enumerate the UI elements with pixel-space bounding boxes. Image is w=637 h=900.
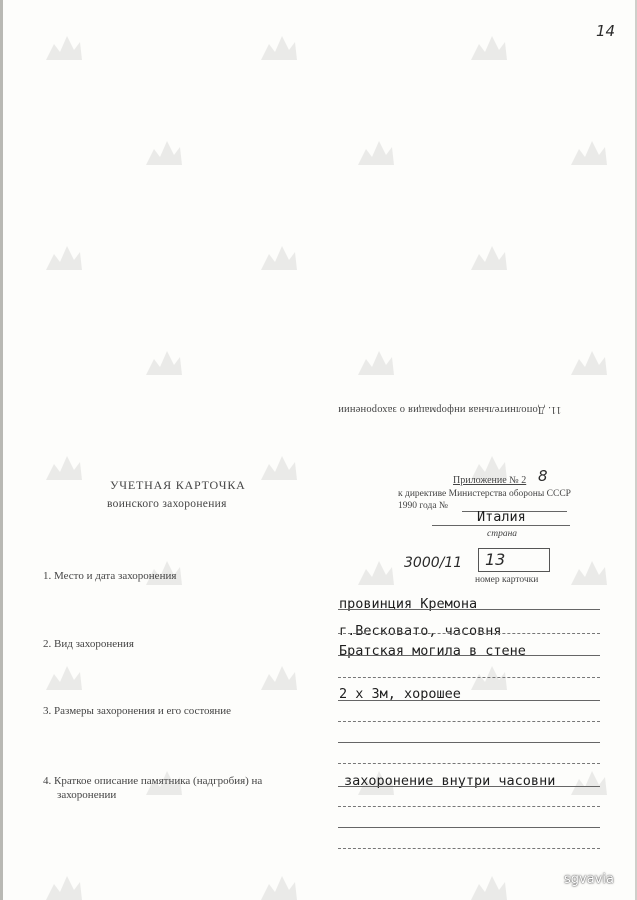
watermark-emblem bbox=[140, 135, 186, 175]
answer-line bbox=[338, 786, 600, 787]
appendix-label: Приложение № 2 bbox=[453, 475, 527, 486]
field-4-label-line1: 4. Краткое описание памятника (надгробия) на bbox=[43, 775, 263, 787]
answer-line bbox=[338, 677, 600, 678]
card-title: УЧЕТНАЯ КАРТОЧКА bbox=[110, 478, 246, 492]
watermark-emblem bbox=[352, 135, 398, 175]
answer-line bbox=[338, 806, 600, 807]
watermark-emblem bbox=[255, 450, 301, 490]
page-number: 14 bbox=[596, 22, 616, 40]
watermark-emblem bbox=[352, 345, 398, 385]
watermark-emblem bbox=[140, 345, 186, 385]
typed-monument: захоронение внутри часовни bbox=[344, 773, 556, 789]
field-3-label: 3. Размеры захоронения и его состояние bbox=[43, 705, 232, 717]
scan-edge-left bbox=[0, 0, 3, 900]
watermark-emblem bbox=[465, 240, 511, 280]
appendix-handwritten-number: 8 bbox=[538, 467, 548, 485]
country-value: Италия bbox=[477, 509, 526, 525]
watermark-emblem bbox=[255, 240, 301, 280]
watermark-emblem bbox=[565, 765, 611, 805]
watermark-emblem bbox=[40, 240, 86, 280]
field-4-label-line2: захоронении bbox=[57, 789, 117, 801]
answer-line bbox=[338, 742, 600, 743]
card-number-caption: номер карточки bbox=[475, 575, 539, 585]
appendix-year-line: 1990 года № bbox=[398, 501, 449, 511]
watermark-emblem bbox=[465, 870, 511, 900]
answer-line bbox=[338, 721, 600, 722]
answer-line bbox=[338, 763, 600, 764]
watermark-emblem bbox=[40, 450, 86, 490]
watermark-emblem bbox=[465, 660, 511, 700]
watermark-emblem bbox=[40, 660, 86, 700]
watermark-emblem bbox=[465, 30, 511, 70]
watermark-emblem bbox=[352, 555, 398, 595]
answer-line bbox=[338, 827, 600, 828]
watermark-emblem bbox=[565, 135, 611, 175]
watermark-emblem bbox=[255, 30, 301, 70]
field-1-label: 1. Место и дата захоронения bbox=[43, 570, 177, 582]
answer-line bbox=[338, 633, 600, 634]
reverse-section-heading: 11. Дополнительная информация о захоронении bbox=[338, 404, 562, 415]
card-number-value: 13 bbox=[478, 548, 550, 572]
watermark-emblem bbox=[255, 870, 301, 900]
typed-size-state: 2 х 3м, хорошее bbox=[339, 686, 461, 702]
watermark-emblem bbox=[255, 660, 301, 700]
watermark-emblem bbox=[40, 870, 86, 900]
watermark-emblem bbox=[565, 345, 611, 385]
typed-town: г.Весковато, часовня bbox=[339, 623, 502, 639]
country-line bbox=[432, 525, 570, 526]
card-number-prefix: 3000/11 bbox=[404, 555, 463, 571]
appendix-directive-line: к директиве Министерства обороны СССР bbox=[398, 489, 571, 499]
typed-province: провинция Кремона bbox=[339, 596, 478, 612]
field-2-label: 2. Вид захоронения bbox=[43, 638, 134, 650]
card-subtitle: воинского захоронения bbox=[107, 498, 227, 510]
corner-watermark: sgvavia bbox=[564, 872, 614, 887]
answer-line bbox=[338, 655, 600, 656]
typed-burial-type: Братская могила в стене bbox=[339, 643, 526, 659]
country-caption: страна bbox=[487, 529, 518, 539]
answer-line bbox=[338, 609, 600, 610]
answer-line bbox=[338, 848, 600, 849]
watermark-emblem bbox=[565, 555, 611, 595]
answer-line bbox=[338, 700, 600, 701]
watermark-emblem bbox=[40, 30, 86, 70]
